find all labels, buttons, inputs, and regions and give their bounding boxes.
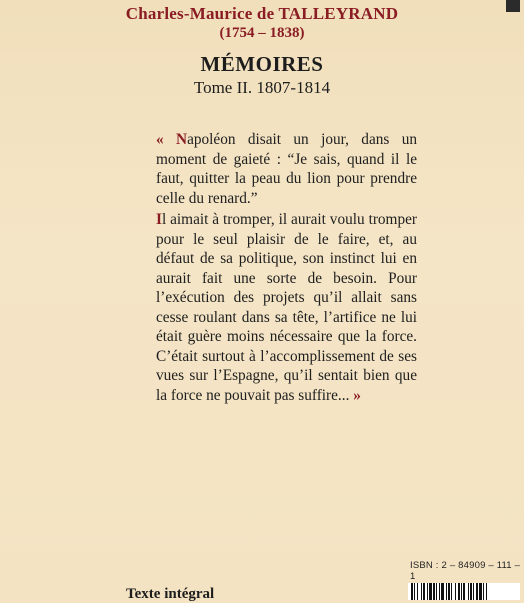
barcode-bar [468,583,469,600]
barcode-bar [451,583,452,600]
author-dates: (1754 – 1838) [219,25,305,41]
barcode-bar [448,583,450,600]
author-name: Charles-Maurice de TALLEYRAND [125,4,399,23]
barcode-bar [441,583,444,600]
close-guillemet: » [353,386,361,404]
quote-paragraph-2-text: l aimait à tromper, il aurait voulu tromper pour le seul plaisir de le faire, et, au défaut de sa politique, son instinct lui en aurait fait une sorte de besoin. Pour l’exécution des projets qu’il allait sans cesse roulant dans sa tête, l’artifice ne lui était guère moins nécessaire que la force. C’était surtout à l’accomplissement de ses vues sur l’Espagne, qu’il sentait bien que la force ne pouvait pas suffire... [156,211,417,404]
barcode-bar [411,583,413,600]
barcode-bar [483,583,484,600]
barcode-bar [427,583,428,600]
barcode-bar [470,583,472,600]
quote-paragraph-1-text: apoléon disait un jour, dans un moment de gaieté : “Je sais, quand il le faut, quitter la peau du lion pour prendre celle du renard.” [156,131,417,207]
barcode-bar [436,583,437,600]
barcode-bar [421,583,422,600]
barcode-bar [414,583,415,600]
drop-initial-n: N [176,131,188,148]
blurb-quote [156,130,417,405]
barcode-bar [455,583,456,600]
barcode-bar [429,583,432,600]
quote-paragraph-1 [156,130,417,208]
integral-text-label: Texte intégral [126,586,215,602]
book-title: MÉMOIRES [200,52,324,76]
barcode-bar [476,583,478,600]
book-subtitle: Tome II. 1807-1814 [193,78,331,97]
barcode-bar [486,583,487,600]
barcode-bar [439,583,440,600]
barcode-bar [446,583,447,600]
barcode-bar [461,583,462,600]
barcode-icon [408,583,520,600]
open-guillemet: « [156,131,177,148]
barcode-bar [433,583,435,600]
barcode-bar [417,583,418,600]
drop-initial-i: I [156,211,162,228]
barcode-bar [479,583,482,600]
isbn-number: ISBN : 2 – 84909 – 111 – 1 [410,560,521,582]
barcode-bar [423,583,425,600]
barcode-bar [463,583,465,600]
barcode-bar [458,583,460,600]
barcode-bar [473,583,474,600]
quote-paragraph-2 [156,210,417,405]
